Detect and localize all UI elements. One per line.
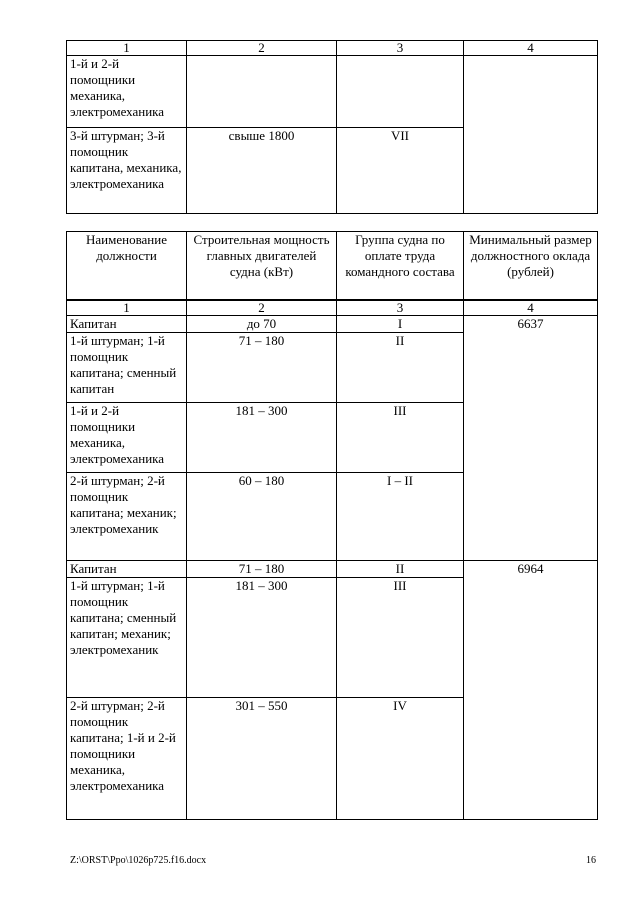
col-number: 1 bbox=[67, 41, 187, 56]
header-position: Наименование должности bbox=[67, 232, 187, 300]
col-number: 2 bbox=[187, 41, 337, 56]
position-cell: 1-й штурман; 1-й помощник капитана; сменный капитан; механик; электромеханик bbox=[67, 578, 187, 698]
position-cell: Капитан bbox=[67, 561, 187, 578]
header-power: Строительная мощность главных двигателей судна (кВт) bbox=[187, 232, 337, 300]
group-cell: III bbox=[337, 403, 464, 473]
page-number: 16 bbox=[586, 855, 596, 866]
position-cell: 1-й и 2-й помощники механика, электромеханика bbox=[67, 403, 187, 473]
group-cell: VII bbox=[337, 128, 464, 214]
group-cell: I bbox=[337, 316, 464, 333]
group-cell: IV bbox=[337, 698, 464, 820]
power-cell: 181 – 300 bbox=[187, 578, 337, 698]
col-number: 3 bbox=[337, 41, 464, 56]
salary-cell: 6964 bbox=[464, 561, 598, 820]
group-cell: II bbox=[337, 561, 464, 578]
power-cell: 71 – 180 bbox=[187, 561, 337, 578]
header-row bbox=[67, 232, 598, 300]
salary-cell bbox=[464, 56, 598, 214]
position-cell: Капитан bbox=[67, 316, 187, 333]
col-number: 4 bbox=[464, 41, 598, 56]
group-cell: III bbox=[337, 578, 464, 698]
main-table-header bbox=[66, 231, 598, 300]
table-row bbox=[67, 56, 598, 128]
col-number: 3 bbox=[337, 301, 464, 316]
column-number-row bbox=[67, 301, 598, 316]
position-cell: 3-й штурман; 3-й помощник капитана, механика, электромеханика bbox=[67, 128, 187, 214]
col-number: 2 bbox=[187, 301, 337, 316]
group-cell bbox=[337, 56, 464, 128]
column-number-row bbox=[67, 41, 598, 56]
table-row bbox=[67, 561, 598, 578]
position-cell: 1-й штурман; 1-й помощник капитана; сменный капитан bbox=[67, 333, 187, 403]
col-number: 4 bbox=[464, 301, 598, 316]
position-cell: 1-й и 2-й помощники механика, электромеханика bbox=[67, 56, 187, 128]
position-cell: 2-й штурман; 2-й помощник капитана; механик; электромеханик bbox=[67, 473, 187, 561]
file-path: Z:\ORST\Ppo\1026p725.f16.docx bbox=[70, 855, 207, 866]
table-row bbox=[67, 316, 598, 333]
power-cell: до 70 bbox=[187, 316, 337, 333]
col-number: 1 bbox=[67, 301, 187, 316]
position-cell: 2-й штурман; 2-й помощник капитана; 1-й и 2-й помощники механика, электромеханика bbox=[67, 698, 187, 820]
page-footer bbox=[70, 855, 596, 866]
salary-cell: 6637 bbox=[464, 316, 598, 561]
salary-table bbox=[66, 300, 598, 820]
power-cell: 181 – 300 bbox=[187, 403, 337, 473]
power-cell: 71 – 180 bbox=[187, 333, 337, 403]
group-cell: II bbox=[337, 333, 464, 403]
header-group: Группа судна по оплате труда командного состава bbox=[337, 232, 464, 300]
group-cell: I – II bbox=[337, 473, 464, 561]
power-cell: 60 – 180 bbox=[187, 473, 337, 561]
power-cell bbox=[187, 56, 337, 128]
header-salary: Минимальный размер должностного оклада (рублей) bbox=[464, 232, 598, 300]
power-cell: свыше 1800 bbox=[187, 128, 337, 214]
power-cell: 301 – 550 bbox=[187, 698, 337, 820]
continuation-table bbox=[66, 40, 598, 214]
